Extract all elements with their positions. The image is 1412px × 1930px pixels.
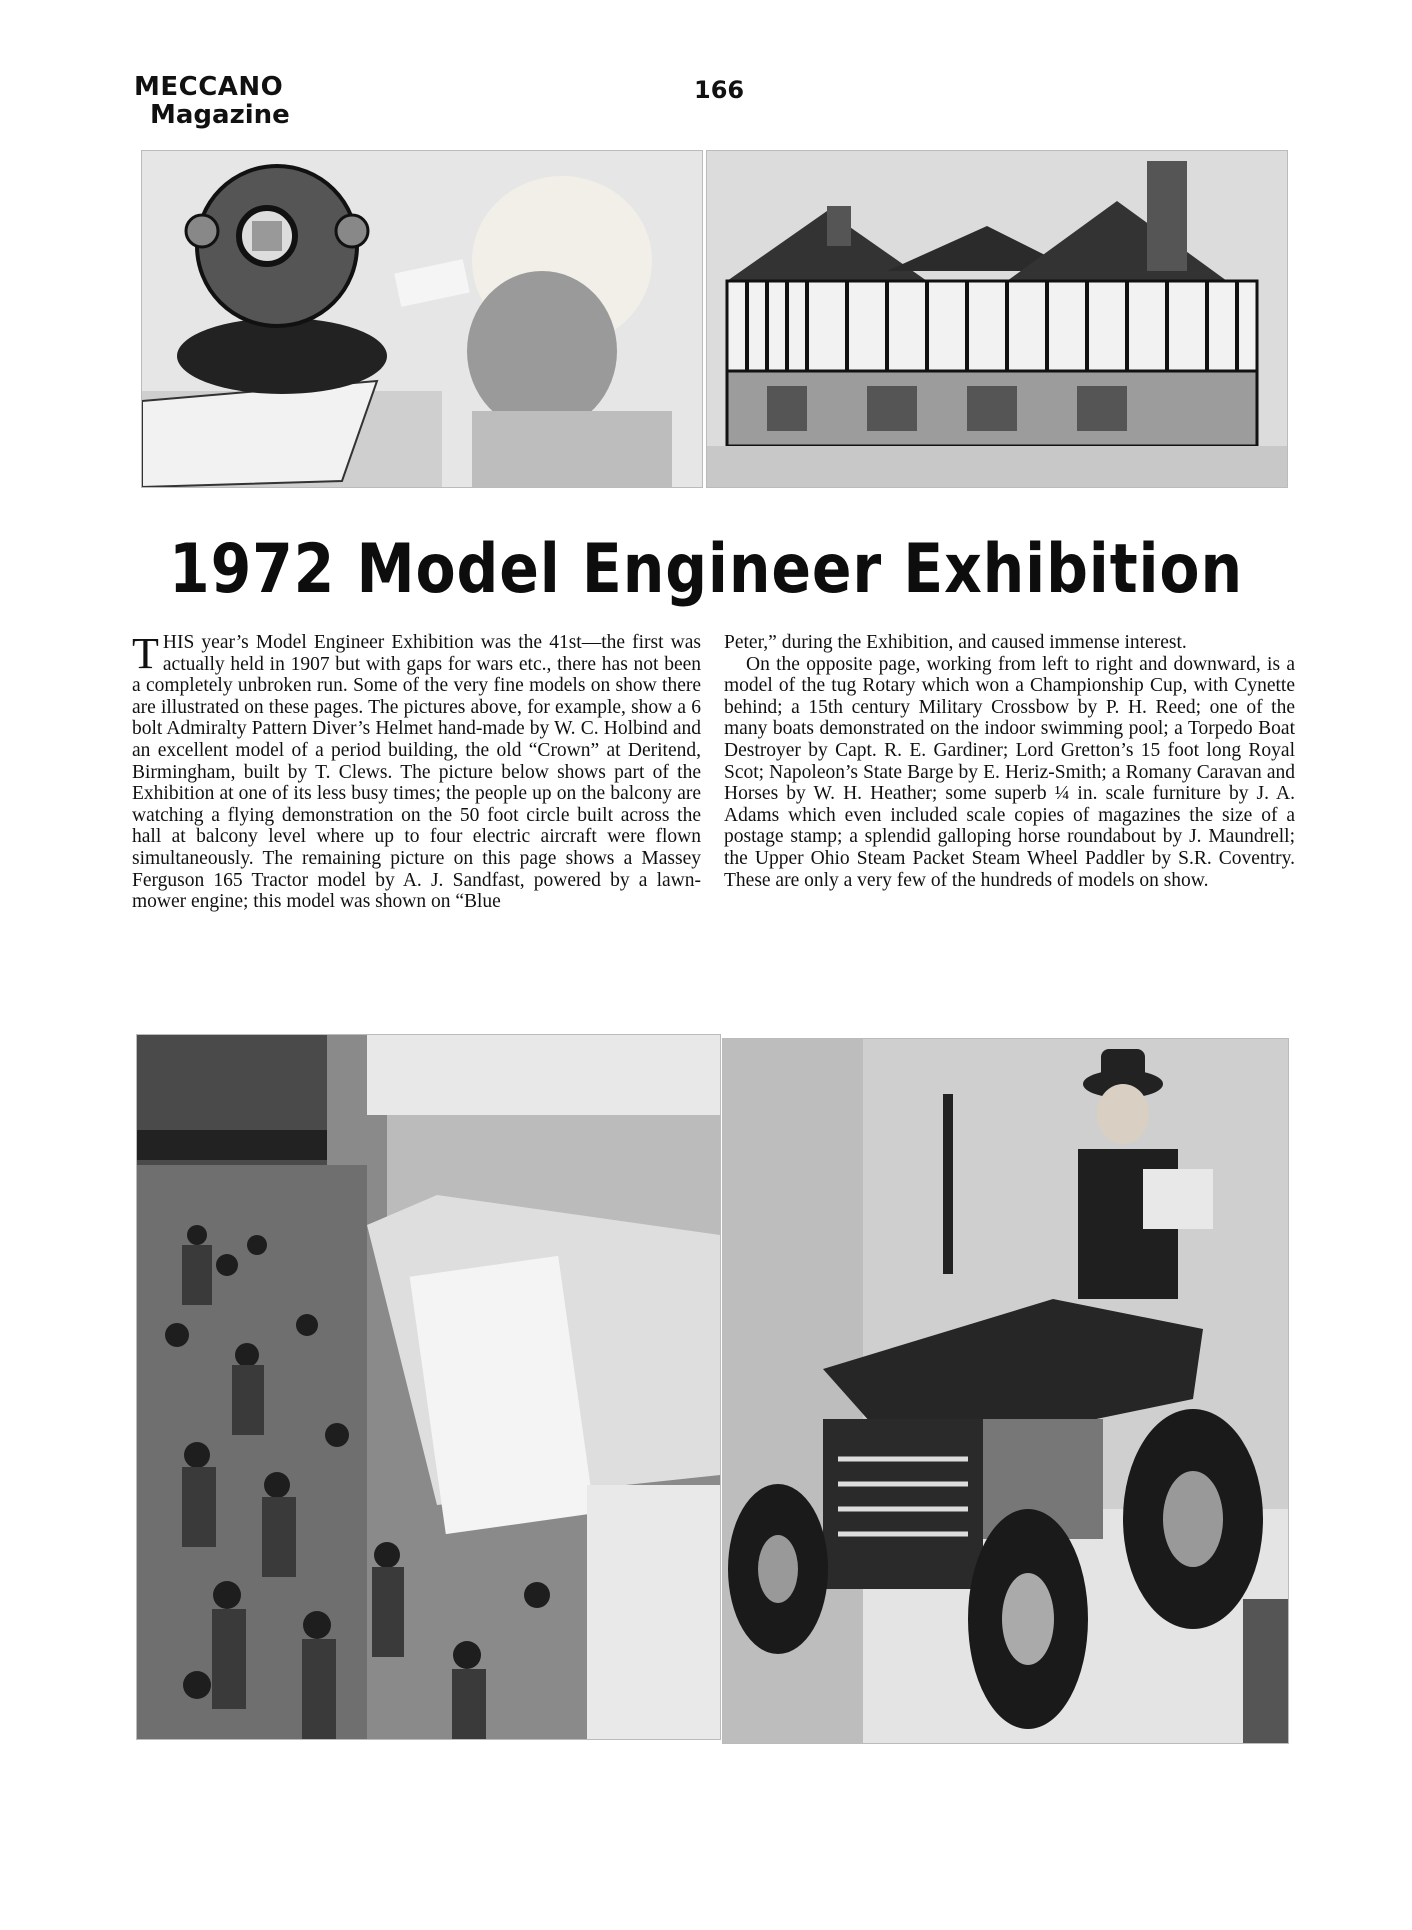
- period-building-photo: [706, 150, 1288, 488]
- diver-helmet-illustration: [142, 151, 702, 487]
- article-paragraph-2: On the opposite page, working from left to right and downward, is a model of the tug Rotary which won a Championship Cup, with Cynette behind; a 15th century Military Crossbow by P. H. Reed; one of the many boats demonstrated on the indoor swimming pool; a Torpedo Boat Destroyer by Capt. R. E. Gardiner; Lord Gretton’s 15 foot long Royal Scot; Napoleon’s State Barge by E. Heriz-Smith; a Romany Caravan and Horses by W. H. Heather; some superb ¼ in. scale furniture by J. A. Adams which even included scale copies of magazines the size of a postage stamp; a splendid galloping horse roundabout by J. Maundrell; the Upper Ohio Steam Packet Steam Wheel Paddler by S.R. Coventry. These are only a very few of the hundreds of models on show.: [724, 653, 1295, 891]
- tractor-photo: [722, 1038, 1289, 1744]
- period-building-illustration: [707, 151, 1287, 487]
- article-paragraph-1-text: HIS year’s Model Engineer Exhibition was the 41st—the first was actually held in 1907 but with gaps for wars etc., there has not been a completely unbroken run. Some of the very fine models on show there are illustrated on these pages. The pictures above, for example, show a 6 bolt Admiralty Pattern Diver’s Helmet hand-made by W. C. Holbind and an excellent model of a period building, the old “Crown” at Deritend, Birmingham, built by T. Clews. The picture below shows part of the Exhibition at one of its less busy times; the people up on the balcony are watching a flying demonstration on the 50 foot circle built across the hall at balcony level where up to four electric aircraft were flown simultaneously. The remaining picture on this page shows a Massey Ferguson 165 Tractor model by A. J. Sandfast, powered by a lawn-mower engine; this model was shown on “Blue: [132, 632, 701, 913]
- tractor-illustration: [723, 1039, 1288, 1743]
- diver-helmet-photo: [141, 150, 703, 488]
- masthead-line2: Magazine: [150, 100, 290, 130]
- article-column-left: [132, 629, 701, 913]
- exhibition-hall-photo: [136, 1034, 721, 1740]
- masthead-line1: MECCANO: [134, 72, 284, 102]
- article-title: 1972 Model Engineer Exhibition: [169, 530, 1243, 609]
- drop-cap: T: [132, 629, 159, 678]
- exhibition-hall-illustration: [137, 1035, 720, 1739]
- magazine-masthead: [134, 74, 290, 128]
- article-column-right: [724, 632, 1295, 891]
- page-number: 166: [694, 76, 745, 104]
- article-paragraph-1: [132, 629, 701, 913]
- article-paragraph-continuation: Peter,” during the Exhibition, and caused immense interest.: [724, 632, 1187, 653]
